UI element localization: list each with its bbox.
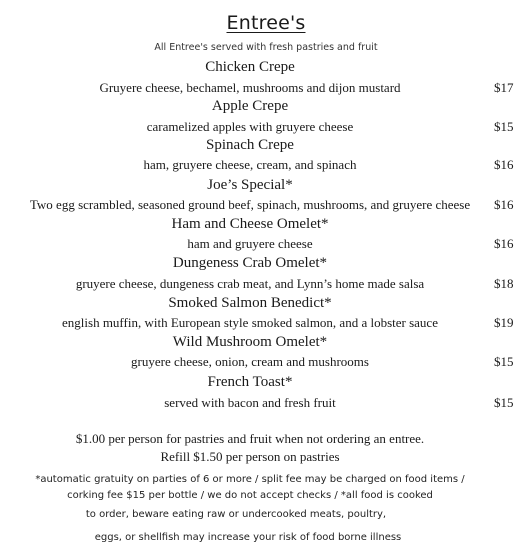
menu-item-name: Chicken Crepe — [205, 59, 295, 75]
menu-item-description: served with bacon and fresh fruit — [164, 395, 336, 410]
menu-subtitle: All Entree's served with fresh pastries and fruit — [154, 42, 378, 53]
menu-item-price: $19 — [494, 315, 514, 330]
menu-item-description: Gruyere cheese, bechamel, mushrooms and dijon mustard — [99, 80, 401, 95]
menu-item-description: Two egg scrambled, seasoned ground beef, spinach, mushrooms, and gruyere cheese — [29, 197, 471, 212]
fine-print-line: corking fee $15 per bottle / we do not accept checks / *all food is cooked — [67, 490, 433, 501]
menu-item-description: gruyere cheese, onion, cream and mushrooms — [131, 354, 369, 369]
menu-item-price: $18 — [494, 276, 514, 291]
menu-item-description: ham and gruyere cheese — [187, 236, 313, 251]
menu-item-name: Smoked Salmon Benedict* — [168, 295, 332, 311]
pastries-note: $1.00 per person for pastries and fruit when not ordering an entree. — [75, 431, 425, 446]
fine-print-line: to order, beware eating raw or undercooked meats, poultry, — [85, 509, 387, 520]
menu-item-price: $16 — [494, 236, 514, 251]
fine-print-line: eggs, or shellfish may increase your risk of food borne illness — [94, 532, 402, 543]
fine-print-line: *automatic gratuity on parties of 6 or more / split fee may be charged on food items / — [35, 474, 465, 485]
menu-item-name: Dungeness Crab Omelet* — [172, 255, 328, 271]
menu-item-description: caramelized apples with gruyere cheese — [146, 119, 354, 134]
menu-item-price: $15 — [494, 119, 514, 134]
menu-item-name: Ham and Cheese Omelet* — [171, 216, 329, 232]
menu-item-name: French Toast* — [207, 374, 293, 390]
menu-title: Entree's — [226, 12, 306, 34]
menu-item-name: Joe’s Special* — [207, 177, 293, 193]
menu-item-name: Spinach Crepe — [206, 137, 294, 153]
refill-note: Refill $1.50 per person on pastries — [160, 449, 340, 464]
menu-item-description: ham, gruyere cheese, cream, and spinach — [143, 157, 357, 172]
menu-item-price: $15 — [494, 354, 514, 369]
menu-item-description: english muffin, with European style smoked salmon, and a lobster sauce — [62, 315, 438, 330]
menu-item-description: gruyere cheese, dungeness crab meat, and Lynn’s home made salsa — [75, 276, 425, 291]
menu-item-name: Wild Mushroom Omelet* — [172, 334, 328, 350]
menu-item-price: $15 — [494, 395, 514, 410]
menu-item-price: $16 — [494, 197, 514, 212]
menu-item-price: $17 — [494, 80, 514, 95]
menu-item-name: Apple Crepe — [211, 98, 289, 114]
menu-item-price: $16 — [494, 157, 514, 172]
